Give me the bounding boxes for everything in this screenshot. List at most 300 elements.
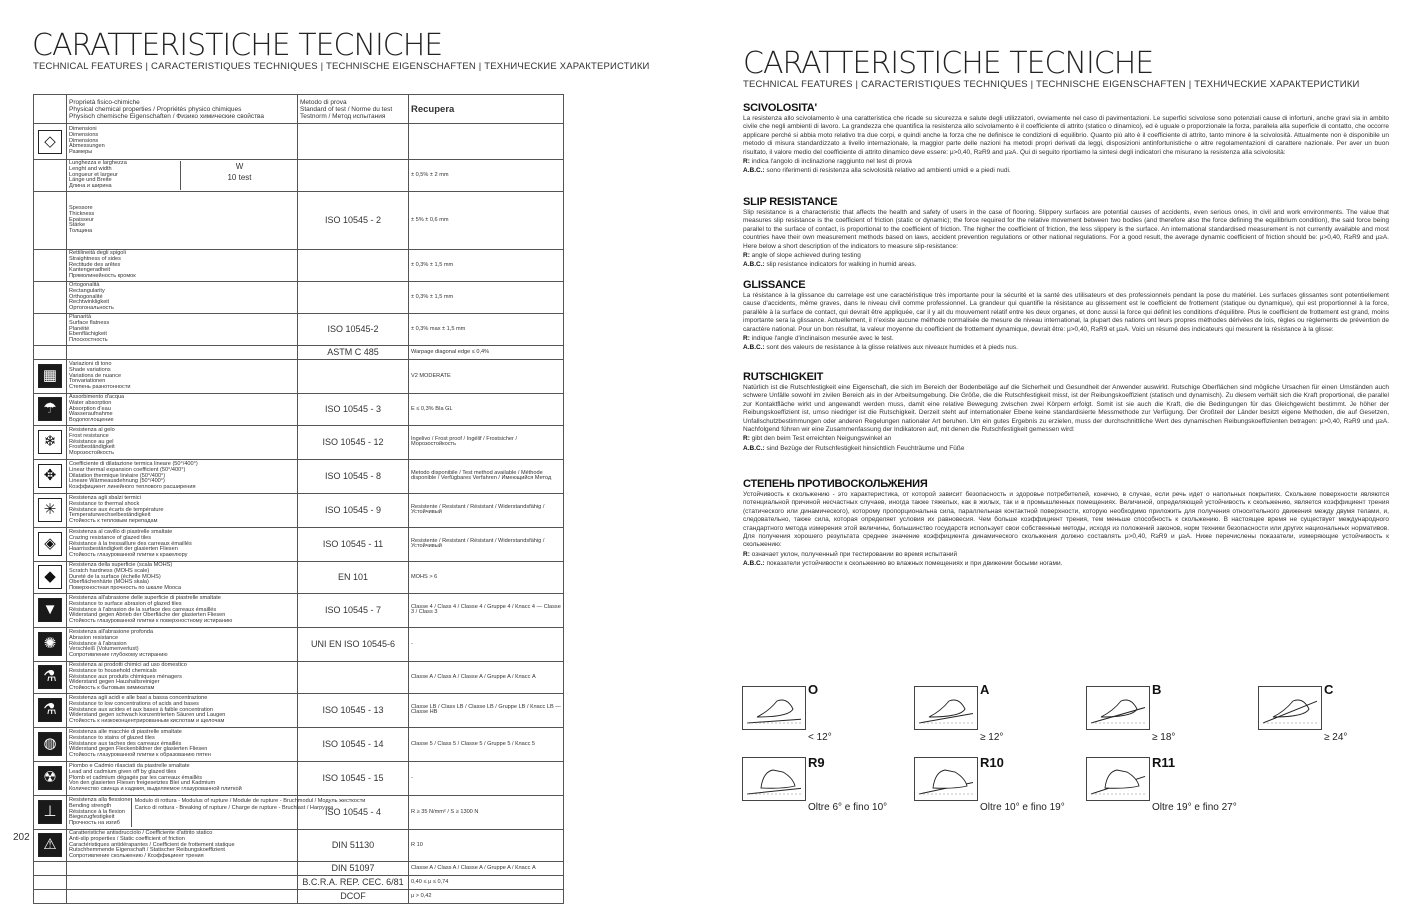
slip-class-letter: C [1324, 682, 1334, 697]
table-row [34, 727, 564, 761]
row-props [67, 124, 298, 160]
row-props [67, 727, 298, 761]
row-value [409, 124, 564, 160]
row-method: ISO 10545 - 12 [298, 425, 409, 459]
row-method: ASTM C 485 [298, 345, 409, 359]
row-props [67, 393, 298, 425]
row-value: MOHS > 6 [409, 561, 564, 593]
section-body: Устойчивость к скольжению - это характеристика, от которой зависит безопасность и здоровье потребителей, конечно, в случае, если речь идет о напольных покрытиях. Скользкие поверхности являются потенциальной причиной несчастных случаев, иногда также тяжелых, как в жилых, так и в промышленных помещениях. Величиной, определяющей устойчивость к скольжению, является коэффициент трения (статического или динамического), которому пропорциональна сила, параллельная контактной поверхности, которую необходимо приложить для получения относительного движения между двумя телами, и, следовательно, также сила, которая определяет условия их равновесия. Чем больше коэффициент трения, тем меньше способность к скольжению. В настоящее время не существует международного стандартного метода измерения этой величины, большинство государств использует свои собственные методы, исходя из положений законов, норм техники безопасности или других национальных нормативов. Для получения хорошего результата среднее значение коэффициента динамического скольжения должно составлять μ>0,40, R≥R9 и μ≥A. Ниже перечислены показатели, измеряющие устойчивость к скольжению: [743, 491, 1389, 549]
feature-icon: ⊥ [38, 800, 62, 824]
prop-line: Water absorption [69, 399, 112, 406]
row-props [67, 313, 298, 345]
row-icon-cell [34, 527, 67, 561]
slope-drawing [915, 758, 977, 800]
header-product: Recupera [409, 95, 564, 124]
row-props [67, 627, 298, 661]
row-method: ISO 10545 - 15 [298, 761, 409, 795]
section-heading: SCIVOLOSITA' [743, 102, 817, 114]
r-class-box [742, 757, 806, 801]
technical-table [33, 94, 564, 904]
row-value: Classe A / Class A / Classe A / Gruppe A / Класс A [409, 661, 564, 693]
prop-line: Lunghezza e larghezza [69, 160, 127, 166]
r-label: R: [743, 550, 752, 558]
row-icon-cell [34, 393, 67, 425]
row-method [298, 250, 409, 282]
row-value: Classe LB / Class LB / Classe LB / Gruppe LB / Класс LB — Classe HB [409, 693, 564, 727]
row-value: Ingelivo / Frost proof / Ingélif / Frostsicher / Морозостойкость [409, 425, 564, 459]
prop-line: Прямолинейность кромок [69, 273, 136, 280]
row-icon-cell [34, 795, 67, 829]
prop-line: Piombo e Cadmio rilasciati da piastrelle smaltate [69, 762, 190, 769]
prop-line: Rutschhemmende Eigenschaft / Statischer Reibungskoeffizient [69, 847, 225, 854]
prop-line: Frost resistance [69, 432, 109, 439]
prop-line: Rechtwinkligkeit [69, 299, 110, 306]
row-method: ISO 10545 - 11 [298, 527, 409, 561]
r-label: R: [743, 435, 752, 443]
prop-line: Résistance aux écarts de température [69, 506, 164, 513]
prop-line: Résistance à l'abrasion [69, 640, 127, 647]
prop-line: Bending strength [69, 802, 112, 809]
prop-line: Länge und Breite [69, 177, 112, 184]
slip-class-box [914, 686, 978, 730]
row-method: DCOF [298, 889, 409, 903]
prop-line: Rectitude des arêtes [69, 261, 121, 268]
row-method: ISO 10545 - 14 [298, 727, 409, 761]
table-row [34, 160, 564, 192]
sub-line: 10 test [227, 173, 252, 182]
page-number: 202 [13, 832, 30, 843]
r-definition [743, 551, 1389, 559]
row-value: Classe A / Class A / Classe A / Gruppe A / Класс A [409, 861, 564, 875]
prop-line: Коэффициент линейного теплового расширения [69, 484, 196, 491]
r-class-range: Oltre 6° e fino 10° [808, 802, 888, 813]
prop-line: Résistance à la flexion [69, 808, 125, 815]
prop-line: Стойкость глазурованной плитки к образованию пятен [69, 752, 211, 759]
r-definition [743, 252, 1389, 260]
prop-line: Lineare Wärmeausdehnung (50°/400°) [69, 478, 165, 485]
prop-line: Crazing resistance of glazed tiles [69, 534, 152, 541]
slip-class-box [1258, 686, 1322, 730]
prop-line: Shade variations [69, 366, 111, 373]
table-row [34, 124, 564, 160]
row-props [67, 593, 298, 627]
row-method [298, 359, 409, 393]
r-text: indique l'angle d'inclinaison mesurée avec le test. [751, 335, 894, 343]
row-icon-cell [34, 160, 67, 192]
r-class-letter: R10 [980, 755, 1004, 770]
prop-line: Длина и ширина [69, 183, 112, 190]
abc-label: A.B.C.: [743, 560, 767, 568]
row-value: ± 0,3% ± 1,5 mm [409, 282, 564, 314]
r-label: R: [743, 335, 752, 343]
row-value: V2 MODERATE [409, 359, 564, 393]
prop-line: Variazioni di tono [69, 360, 112, 367]
table-row [34, 861, 564, 875]
row-value: R 10 [409, 829, 564, 861]
row-icon-cell [34, 593, 67, 627]
prop-line: Wasseraufnahme [69, 411, 113, 418]
prop-line: Absorption d'eau [69, 405, 111, 412]
prop-line: Longueur et largeur [69, 171, 118, 178]
slope-drawing [1259, 687, 1321, 729]
r-class-letter: R9 [808, 755, 825, 770]
left-page [0, 0, 710, 901]
table-row [34, 282, 564, 314]
prop-line: Ортогональность [69, 305, 114, 312]
row-icon-cell [34, 192, 67, 250]
table-header [34, 95, 564, 124]
prop-line: Coefficiente di dilatazione termica lineare (50°/400°) [69, 460, 198, 467]
prop-line: Resistenza agli sbalzi termici [69, 494, 141, 501]
slope-drawing [743, 758, 805, 800]
row-icon-cell [34, 693, 67, 727]
prop-line: Lead and cadmium given off by glazed tiles [69, 768, 177, 775]
row-method: ISO 10545 - 9 [298, 493, 409, 527]
feature-icon: ◇ [38, 130, 62, 154]
row-icon-cell [34, 727, 67, 761]
sub-line: W [235, 162, 244, 171]
feature-icon: ✥ [38, 464, 62, 488]
feature-icon: ◆ [38, 565, 62, 589]
prop-line: Resistenza al cavillo di piastrelle smaltate [69, 528, 173, 535]
abc-text: sont des valeurs de resistance à la glisse relatives aux niveaux humides et à pieds nus. [766, 344, 1018, 352]
prop-line: Стойкость к бытовым химикатам [69, 685, 155, 692]
r-class-box [914, 757, 978, 801]
header-method: Metodo di prova Standard of test / Norme du test Testnorm / Метод испытания [298, 95, 409, 124]
prop-line: Caratteristiche antisdrucciolo / Coefficiente d'attrito statico [69, 829, 213, 836]
slope-drawing [1087, 758, 1149, 800]
prop-line: Ortogonalità [69, 282, 100, 288]
feature-icon: ▦ [38, 364, 62, 388]
page-title: CARATTERISTICHE TECNICHE [32, 28, 443, 63]
prop-line: Spessore [69, 205, 93, 211]
abc-definition [743, 445, 1389, 453]
prop-line: Стойкость к тепловым перепадам [69, 518, 158, 525]
prop-line: Widerstand gegen Fleckenbildner der glasierten Fliesen [69, 746, 208, 753]
row-icon-cell [34, 761, 67, 795]
row-method: DIN 51097 [298, 861, 409, 875]
feature-icon: ☂ [38, 397, 62, 421]
table-row [34, 829, 564, 861]
prop-line: Стойкость глазурованной плитки к поверхностному истиранию [69, 618, 233, 625]
prop-line: Planarità [69, 313, 92, 320]
prop-line: Resistenza ai prodotti chimici ad uso domestico [69, 661, 187, 668]
row-icon-cell [34, 250, 67, 282]
table-row [34, 627, 564, 661]
row-method: UNI EN ISO 10545-6 [298, 627, 409, 661]
r-class-letter: R11 [1152, 755, 1176, 770]
section-heading: RUTSCHIGKEIT [743, 371, 824, 383]
section-body: La resistenza allo scivolamento è una caratteristica che ricade su sicurezza e salute degli utilizzatori, ovviamente nel caso di pavimentazioni. Le superfici scivolose sono potenziali cause di infortuni, anche gravi sia in ambito civile che negli ambienti di lavoro. La grandezza che quantifica la resistenza allo scivolamento è il coefficiente di attrito (statico o dinamico), ed è uguale o proporzionale la forza, parallela alla superficie di contatto, che occorre applicare perché si abbia moto relativo tra due corpi, e quindi anche la forza che ne definisce le condizioni di equilibrio. Quanto più alto è il coefficiente di attrito, tanto minore è la scivolosità. Attualmente non è disponibile un metodo di misura standardizzato a livello internazionale, la maggior parte delle nazioni ha metodi propri derivati da leggi, disposizioni antinfortunistiche o altre regolamentazioni di carattere nazionale. Per aver un buon risultato, il valore medio del coefficiente di attrito dinamico deve essere: μ>0,40, R≥R9 and μ≥A. Qui di seguito riportiamo la sintesi degli indicatori che misurano la resistenza alla scivolosità: [743, 115, 1389, 156]
prop-line: Resistenza alle macchie di piastrelle smaltate [69, 728, 182, 735]
prop-line: Résistance aux produits chimiques ménagers [69, 673, 182, 680]
row-props [67, 160, 298, 192]
prop-line: Lenght and width [69, 165, 112, 172]
row-icon-cell [34, 313, 67, 345]
row-props [67, 829, 298, 861]
prop-line: Résistance aux taches des carreaux émaillés [69, 740, 182, 747]
row-value: Warpage diagonal edge ≤ 0,4% [409, 345, 564, 359]
prop-line: Водопоглощение [69, 417, 114, 424]
right-page [710, 0, 1420, 872]
prop-line: Orthogonalité [69, 293, 103, 300]
table-row [34, 527, 564, 561]
feature-icon: ✺ [38, 632, 62, 656]
prop-line: Résistance au gel [69, 438, 114, 445]
prop-line: Kantengeradheit [69, 267, 111, 274]
table-row [34, 875, 564, 889]
table-row [34, 493, 564, 527]
feature-icon: ⚠ [38, 833, 62, 857]
row-method [298, 124, 409, 160]
prop-line: Assorbimento d'acqua [69, 393, 125, 400]
prop-line: Resistenza al gelo [69, 426, 115, 433]
prop-line: Linear thermal expansion coefficient (50°/400°) [69, 466, 186, 473]
prop-line: Résistance à l'abrasion de la surface des carreaux émaillés [69, 606, 217, 613]
row-icon-cell [34, 661, 67, 693]
prop-line: Rettilineità degli spigoli [69, 250, 126, 256]
prop-line: Biegezugfestigkeit [69, 814, 115, 821]
r-class-range: Oltre 10° e fino 19° [980, 802, 1065, 813]
prop-line: Von den glasierten Fliesen freigesetztes Blei und Kadmium [69, 780, 216, 787]
row-method [298, 661, 409, 693]
prop-line: Плоскостность [69, 337, 108, 344]
prop-line: Степень разнотонности [69, 384, 131, 391]
prop-line: Прочность на изгиб [69, 820, 120, 827]
feature-icon: ◍ [38, 732, 62, 756]
prop-line: Verschleiß (Volumenverlust) [69, 646, 139, 653]
table-row [34, 192, 564, 250]
row-value: E ≤ 0,3% BIa GL [409, 393, 564, 425]
section-body: La résistance à la glissance du carrelage est une caractéristique très importante pour la sécurité et la santé des utilisateurs et des professionnels pendant la pose du matériel. Les surfaces glissantes sont potentiellement cause d'accidents, même graves, dans le niveau civil comme professionnel. La grandeur qui quantifie la résistance au glissement est le coefficient de frottement (statique ou dynamique), qui est proportionnel à la force, parallèle à la surface de contact, qui devrait être appliquée, car il y ait du mouvement relatif entre les deux organes, et donc aussi la force qui définit les conditions d'équilibre. Plus le coefficient de frottement est grand, moins importante sera la glissance. Actuellement, il n'existe aucune méthode normalisée de mesure de niveau international, la plupart des nations ont leurs propres méthodes dérivées de lois, règles ou règlements de prévention de caractère national. Pour un bon résultat, la valeur moyenne du coefficient de frottement dynamique, devrait être: μ>0,40, R≥R9 et μ≥A. Voici un résumé des indicateurs qui mesurent la résistance à la glisse: [743, 292, 1389, 333]
row-value: μ > 0,42 [409, 889, 564, 903]
row-props [67, 359, 298, 393]
row-value: Resistente / Resistant / Résistant / Widerstandsfähig / Устойчивый [409, 493, 564, 527]
page-subtitle: TECHNICAL FEATURES | CARACTERISTIQUES TECHNIQUES | TECHNISCHE EIGENSCHAFTEN | ТЕХНИЧЕСКИЕ ХАРАКТЕРИСТИКИ [33, 61, 650, 72]
abc-label: A.B.C.: [743, 167, 767, 175]
text-section [743, 371, 1389, 453]
row-method: EN 101 [298, 561, 409, 593]
r-text: indica l'angolo di inclinazione raggiunto nel test di prova [751, 158, 912, 166]
slip-class-letter: B [1152, 682, 1162, 697]
abc-text: sono riferimenti di resistenza alla scivolosità relativo ad ambienti umidi e a piedi nudi. [766, 167, 1011, 175]
abc-text: показатели устойчивости к скольжению во влажных помещениях и при движении босыми ногами. [766, 560, 1063, 568]
feature-icon: ☢ [38, 766, 62, 790]
row-method: ISO 10545 - 4 [298, 795, 409, 829]
row-icon-cell [34, 459, 67, 493]
row-method [298, 160, 409, 192]
prop-line: Ebenflächigkeit [69, 331, 107, 338]
table-row [34, 393, 564, 425]
prop-line: Haarrissbeständigkeit der glasierten Fliesen [69, 546, 178, 553]
row-props [67, 761, 298, 795]
slip-class-angle: ≥ 12° [980, 732, 1004, 743]
slip-class-angle: ≥ 18° [1152, 732, 1176, 743]
r-definition [743, 158, 1389, 166]
prop-line: Dimensioni [69, 126, 97, 132]
abc-label: A.B.C.: [743, 261, 767, 269]
row-icon-cell [34, 627, 67, 661]
row-icon-cell [34, 829, 67, 861]
row-props [67, 459, 298, 493]
prop-line: Dureté de la surface (échelle MOHS) [69, 573, 161, 580]
prop-line: Widerstand gegen Haushaltsreiniger [69, 679, 160, 686]
slip-class-angle: < 12° [808, 732, 832, 743]
prop-line: Dilatation thermique linéaire (50°/400°) [69, 472, 166, 479]
section-body: Slip resistance is a characteristic that affects the health and safety of users in the case of flooring. Slippery surfaces are potential causes of accidents, even serious ones, in civil and work environments. The value that measures slip resistance is the coefficient of friction (static or dynamic); the force required for the relative movement between two bodies (and therefore also the force defining the equilibrium condition), the said force being parallel to the surface of contact, is proportional to the coefficient of friction. The higher the coefficient of friction, the less slippery is the surface. An international standardised measurement is not currently available and most countries have their own measurement methods based on laws, accident prevention regulations or other national regulations. For a good result, the average dynamic coefficient of friction should be: μ>0,40, R≥R9 and μ≥A. Here below a short description of the indicators to measure slip-resistance: [743, 209, 1389, 250]
r-text: angle of slope achieved during testing [751, 252, 861, 260]
row-props [67, 282, 298, 314]
prop-line: Variations de nuance [69, 372, 122, 379]
slip-class-box [742, 686, 806, 730]
prop-line: Resistenza all'abrasione delle superficie di piastrelle smaltate [69, 594, 221, 601]
row-method: DIN 51130 [298, 829, 409, 861]
feature-icon: ⚗ [38, 665, 62, 689]
prop-line: Стойкость к низкоконцентрированным кислотам и щелочам [69, 718, 225, 725]
row-method [298, 282, 409, 314]
row-props [67, 425, 298, 459]
prop-line: Scratch hardness (MOHS scale) [69, 567, 150, 574]
prop-line: Resistenza all'abrasione profonda [69, 628, 154, 635]
row-icon-cell [34, 561, 67, 593]
row-value: Resistente / Resistant / Résistant / Widerstandsfähig / Устойчивый [409, 527, 564, 561]
row-method: ISO 10545 - 3 [298, 393, 409, 425]
text-section [743, 102, 1389, 176]
abc-definition [743, 261, 1389, 269]
abc-definition [743, 344, 1389, 352]
feature-icon: ▼ [38, 598, 62, 622]
row-value: Classe 4 / Class 4 / Classe 4 / Gruppe 4 / Класс 4 — Classe 3 / Class 3 [409, 593, 564, 627]
row-value: - [409, 627, 564, 661]
section-heading: СТЕПЕНЬ ПРОТИВОСКОЛЬЖЕНИЯ [743, 478, 928, 490]
section-body: Natürlich ist die Rutschfestigkeit eine Eigenschaft, die sich im Bereich der Bodenbeläge auf die Sicherheit und Gesundheit der Anwender auswirkt. Rutschige Oberflächen sind mögliche Ursachen für einen Umständen auch schwere Unfälle sowohl im zivilen Bereich als in der Arbeitsumgebung. Die Größe, die die Rutschfestigkeit misst, ist der Reibungskoeffizient (statisch und dynamisch). Zu diesem verhält sich die Kraft proportional, die parallel zur Kontaktfläche wirkt und angewandt werden muss, damit eine relative Bewegung zwischen zwei Körpern erfolgt. Somit ist sie auch die Kraft, die die Bedingungen für das Gleichgewicht bestimmt. Je höher der Reibungskoeffizient ist, umso niedriger ist die Rutschigkeit. Derzeit steht auf internationaler Ebene keine standardisierte Messmethode zur Verfügung. Der Großteil der Länder besitzt eigene Methoden, die auf Gesetzen, Unfallschutzbestimmungen oder anderen Regelungen nationaler Art beruhen. Um ein gutes Ergebnis zu erzielen, muss der durchschnittliche Wert des dynamischen Reibungskoeffizienten betragen: μ>0,40, R≥R9 und μ≥A. Nachfolgend führen wir eine Zusammenfassung der Indikatoren auf, mit denen die Rutschfestigkeit gemessen wird: [743, 384, 1389, 434]
prop-line: Widerstand gegen schwach konzentrierten Säuren und Laugen [69, 712, 226, 719]
row-method: ISO 10545 - 2 [298, 192, 409, 250]
row-props [67, 192, 298, 250]
row-props [67, 561, 298, 593]
prop-line: Temperaturwechselbeständigkeit [69, 512, 151, 519]
prop-line: Résistance à la tressaillure des carreaux émaillés [69, 540, 192, 547]
prop-line: Морозостойкость [69, 450, 115, 457]
prop-line: Поверхностная прочность по шкале Мооса [69, 585, 182, 592]
row-icon-cell [34, 493, 67, 527]
row-value: - [409, 761, 564, 795]
row-props [67, 345, 298, 359]
slope-drawing [915, 687, 977, 729]
page-subtitle-right: TECHNICAL FEATURES | CARACTERISTIQUES TECHNIQUES | TECHNISCHE EIGENSCHAFTEN | ТЕХНИЧЕСКИЕ ХАРАКТЕРИСТИКИ [743, 79, 1360, 90]
table-row [34, 693, 564, 727]
prop-line: Dimensions [69, 131, 99, 138]
prop-line: Dimensions [69, 137, 99, 144]
prop-line: Rectangularity [69, 287, 105, 294]
r-definition [743, 435, 1389, 443]
section-heading: SLIP RESISTANCE [743, 196, 838, 208]
abc-definition [743, 560, 1389, 568]
abc-label: A.B.C.: [743, 344, 767, 352]
table-row [34, 250, 564, 282]
section-heading: GLISSANCE [743, 279, 806, 291]
row-value: ± 0,5% ± 2 mm [409, 160, 564, 192]
row-icon-cell [34, 282, 67, 314]
feature-icon: ◈ [38, 532, 62, 556]
prop-line: Размеры [69, 149, 93, 156]
prop-line: Resistance to low concentrations of acids and bases [69, 700, 199, 707]
abc-definition [743, 167, 1389, 175]
page-title-right: CARATTERISTICHE TECNICHE [743, 46, 1154, 81]
prop-line: Resistenza della superficie (scala MOHS) [69, 561, 173, 568]
row-method: ISO 10545 - 13 [298, 693, 409, 727]
prop-line: Surface flatness [69, 319, 110, 326]
feature-icon: ❄ [38, 430, 62, 454]
r-text: gibt den beim Test erreichten Neigungswinkel an [751, 435, 892, 443]
header-props: Proprietà fisico-chimiche Physical chemical properties / Propriétés physico chimiques Physisch chemische Eigenschaften / Физико химические свойства [67, 95, 298, 124]
table-row [34, 425, 564, 459]
table-row [34, 561, 564, 593]
prop-line: Oberflächenhärte (MOHS skala) [69, 579, 149, 586]
slope-drawing [743, 687, 805, 729]
row-value: ± 5% ± 0,6 mm [409, 192, 564, 250]
row-value: ± 0,3% max ± 1,5 mm [409, 313, 564, 345]
prop-line: Resistenza agli acidi e alle basi a bassa concentrazione [69, 694, 208, 701]
text-section [743, 279, 1389, 353]
prop-line: Стойкость глазурованной плитки к кракелюру [69, 552, 188, 559]
sub-line: Carico di rottura - Breaking of rupture / Charge de rupture - Bruchlast / Нагрузка [134, 804, 334, 811]
r-label: R: [743, 252, 752, 260]
row-method: ISO 10545 - 8 [298, 459, 409, 493]
table-row [34, 345, 564, 359]
abc-text: slip resistance indicators for walking in humid areas. [766, 261, 917, 269]
table-row [34, 459, 564, 493]
row-method: ISO 10545 - 7 [298, 593, 409, 627]
prop-line: Tonvariationen [69, 378, 106, 385]
table-row [34, 661, 564, 693]
prop-line: Abmessungen [69, 143, 105, 150]
table-row [34, 313, 564, 345]
r-definition [743, 335, 1389, 343]
prop-line: Resistance to household chemicals [69, 667, 157, 674]
slip-class-angle: ≥ 24° [1324, 732, 1348, 743]
slip-class-letter: O [808, 682, 819, 697]
prop-line: Plomb et cadmium dégagés par les carreaux émaillés [69, 774, 203, 781]
row-props [67, 661, 298, 693]
row-icon-cell [34, 345, 67, 359]
row-value: Metodo disponibile / Test method available / Méthode disponible / Verfügbares Verfahren / Имеющийся Метод [409, 459, 564, 493]
row-method: ISO 10545-2 [298, 313, 409, 345]
row-value: Classe 5 / Class 5 / Classe 5 / Gruppe 5 / Класс 5 [409, 727, 564, 761]
row-props [67, 527, 298, 561]
row-icon-cell [34, 359, 67, 393]
prop-line: Straightness of sides [69, 255, 121, 262]
table-row [34, 761, 564, 795]
r-label: R: [743, 158, 752, 166]
slip-class-letter: A [980, 682, 990, 697]
row-props [67, 250, 298, 282]
row-value: ± 0,3% ± 1,5 mm [409, 250, 564, 282]
r-class-range: Oltre 19° e fino 27° [1152, 802, 1237, 813]
row-value: R ≥ 35 N/mm² / S ≥ 1300 N [409, 795, 564, 829]
prop-line: Thickness [69, 210, 95, 217]
prop-line: Сопротивление скольжению / Коэффициент трения [69, 853, 204, 860]
prop-line: Resistenza alla flessione [69, 796, 131, 803]
prop-line: Resistance to thermal shock [69, 500, 140, 507]
text-section [743, 196, 1389, 270]
feature-icon: ✳ [38, 498, 62, 522]
prop-line: Resistance to surface abrasion of glazed tiles [69, 600, 182, 607]
row-method: B.C.R.A. REP. CEC. 6/81 [298, 875, 409, 889]
prop-line: Anti-slip properties / Static coefficient of friction [69, 835, 185, 842]
text-section [743, 478, 1389, 569]
prop-line: Stärke [69, 222, 86, 229]
